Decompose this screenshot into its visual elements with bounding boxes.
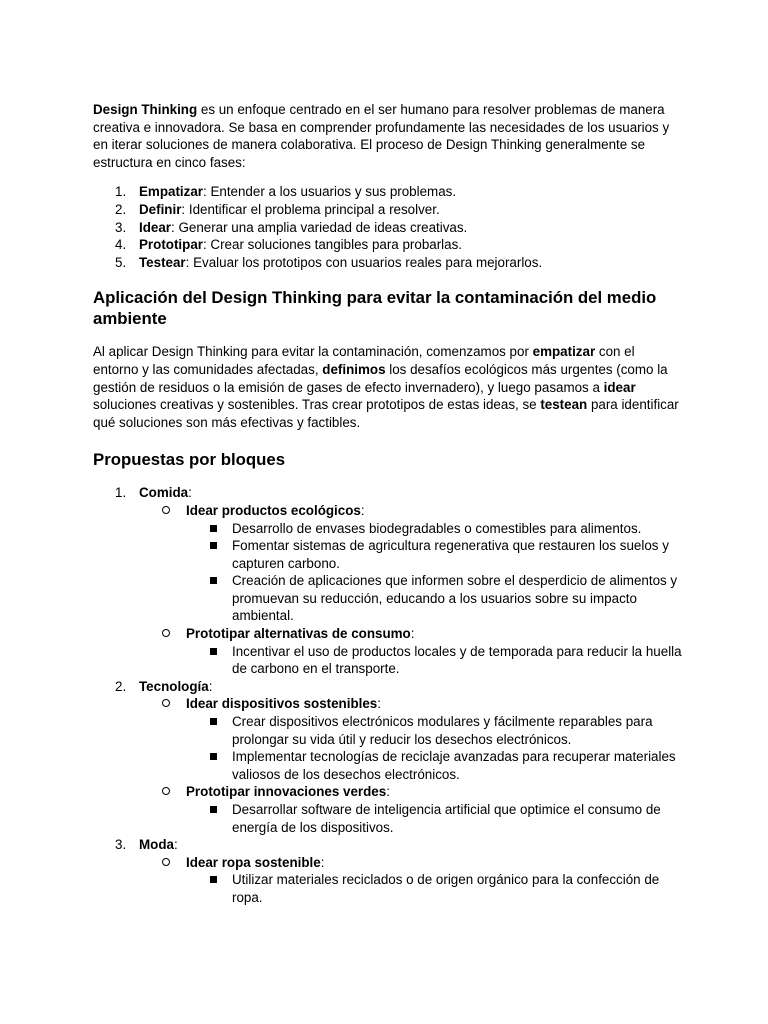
bullet-list	[93, 801, 683, 836]
phase-item	[93, 201, 683, 219]
sub-item	[93, 783, 683, 836]
block-title: Moda	[139, 837, 174, 853]
sub-colon: :	[320, 854, 325, 870]
block-item	[93, 484, 683, 678]
block-item	[93, 678, 683, 836]
block-colon: :	[173, 837, 178, 853]
intro-paragraph	[93, 101, 683, 171]
block-title: Comida	[139, 485, 189, 501]
square-bullet-icon	[210, 876, 217, 883]
phase-term: Idear	[139, 219, 172, 235]
bullet-text: Incentivar el uso de productos locales y de temporada para reducir la huella de carbono en el transporte.	[232, 643, 682, 677]
application-term: idear	[603, 379, 636, 395]
section-heading-proposals: Propuestas por bloques	[93, 450, 286, 470]
square-bullet-icon	[210, 525, 217, 532]
bullet-item	[93, 520, 683, 538]
phase-item	[93, 219, 683, 237]
circle-bullet-icon	[162, 858, 170, 866]
bullet-item	[93, 748, 683, 783]
phase-text: : Entender a los usuarios y sus problemas.	[203, 184, 457, 200]
application-text: para identificar qué soluciones son más efectivas y factibles.	[93, 397, 679, 430]
phase-number: 4.	[115, 237, 127, 253]
bullet-text: Fomentar sistemas de agricultura regenerativa que restauren los suelos y capturen carbono.	[232, 538, 669, 571]
intro-term: Design Thinking	[93, 102, 198, 117]
bullet-text: Desarrollo de envases biodegradables o comestibles para alimentos.	[232, 520, 642, 536]
sub-item	[93, 695, 683, 783]
block-number: 2.	[115, 678, 127, 694]
phase-number: 5.	[115, 254, 127, 270]
bullet-item	[93, 713, 683, 748]
sub-list	[93, 695, 683, 836]
application-text: Al aplicar Design Thinking para evitar la contaminación, comenzamos por	[93, 344, 533, 360]
phase-term: Testear	[139, 254, 186, 270]
bullet-item	[93, 871, 683, 906]
sub-title: Prototipar alternativas de consumo	[186, 626, 411, 642]
square-bullet-icon	[210, 806, 217, 813]
bullet-text: Desarrollar software de inteligencia artificial que optimice el consumo de energía de los dispositivos.	[232, 802, 661, 835]
block-item	[93, 836, 683, 906]
bullet-item	[93, 572, 683, 625]
square-bullet-icon	[210, 753, 217, 760]
sub-colon: :	[386, 784, 390, 800]
bullet-text: Utilizar materiales reciclados o de origen orgánico para la confección de ropa.	[232, 872, 660, 905]
phase-text: : Identificar el problema principal a resolver.	[181, 201, 440, 217]
bullet-list	[93, 713, 683, 783]
application-text: soluciones creativas y sostenibles. Tras crear prototipos de estas ideas, se	[93, 397, 541, 413]
phases-list	[93, 183, 683, 271]
section-heading-application: Aplicación del Design Thinking para evitar la contaminación del medio ambiente	[93, 288, 657, 329]
sub-item	[93, 625, 683, 678]
circle-bullet-icon	[162, 699, 170, 707]
sub-title: Idear dispositivos sostenibles	[186, 696, 378, 712]
intro-text: es un enfoque centrado en el ser humano para resolver problemas de manera creativa e innovadora. Se basa en comprender profundamente las necesidades de los usuarios y en iterar soluciones de manera colaborativa. El proceso de Design Thinking generalmente se estructura en cinco fases:	[93, 102, 670, 170]
phase-term: Definir	[139, 201, 182, 217]
bullet-list	[93, 871, 683, 906]
block-colon: :	[208, 678, 213, 694]
circle-bullet-icon	[162, 629, 170, 637]
sub-title: Idear productos ecológicos	[186, 502, 361, 518]
sub-colon: :	[377, 696, 381, 712]
circle-bullet-icon	[162, 506, 170, 514]
square-bullet-icon	[210, 718, 217, 725]
phase-term: Empatizar	[139, 184, 203, 200]
phase-item	[93, 183, 683, 201]
application-term: empatizar	[532, 344, 596, 360]
bullet-text: Creación de aplicaciones que informen sobre el desperdicio de alimentos y promuevan su reducción, educando a los usuarios sobre su impacto ambiental.	[232, 573, 678, 624]
block-number: 1.	[115, 485, 127, 501]
square-bullet-icon	[210, 648, 217, 655]
phase-number: 3.	[115, 219, 127, 235]
sub-colon: :	[360, 502, 365, 518]
square-bullet-icon	[210, 577, 217, 584]
sub-colon: :	[410, 626, 415, 642]
phase-term: Prototipar	[139, 237, 203, 253]
bullet-item	[93, 537, 683, 572]
sub-item	[93, 854, 683, 907]
proposals-list	[93, 484, 683, 906]
bullet-item	[93, 801, 683, 836]
block-title: Tecnología	[139, 678, 209, 694]
application-text: los desafíos ecológicos más urgentes (como la gestión de residuos o la emisión de gases de efecto invernadero), y luego pasamos a	[93, 361, 668, 395]
phase-item	[93, 254, 683, 272]
circle-bullet-icon	[162, 787, 170, 795]
phase-text: : Evaluar los prototipos con usuarios reales para mejorarlos.	[185, 254, 543, 270]
phase-text: : Crear soluciones tangibles para probarlas.	[202, 237, 463, 253]
application-paragraph	[93, 343, 683, 431]
block-number: 3.	[115, 837, 127, 853]
sub-list	[93, 502, 683, 678]
document-content	[93, 101, 683, 907]
square-bullet-icon	[210, 542, 217, 549]
bullet-list	[93, 643, 683, 678]
sub-title: Idear ropa sostenible	[186, 854, 321, 870]
phase-number: 2.	[115, 201, 127, 217]
sub-title: Prototipar innovaciones verdes	[186, 784, 387, 800]
sub-item	[93, 502, 683, 625]
bullet-list	[93, 520, 683, 626]
block-colon: :	[188, 485, 192, 501]
bullet-item	[93, 643, 683, 678]
sub-list	[93, 854, 683, 907]
bullet-text: Implementar tecnologías de reciclaje avanzadas para recuperar materiales valiosos de los desechos electrónicos.	[232, 749, 676, 782]
bullet-text: Crear dispositivos electrónicos modulares y fácilmente reparables para prolongar su vida útil y reducir los desechos electrónicos.	[232, 714, 653, 747]
phase-item	[93, 236, 683, 254]
phase-text: : Generar una amplia variedad de ideas creativas.	[171, 219, 468, 235]
application-text: con el entorno y las comunidades afectadas,	[93, 344, 635, 377]
phase-number: 1.	[115, 184, 127, 200]
application-term: testean	[540, 397, 588, 413]
application-term: definimos	[322, 361, 386, 377]
